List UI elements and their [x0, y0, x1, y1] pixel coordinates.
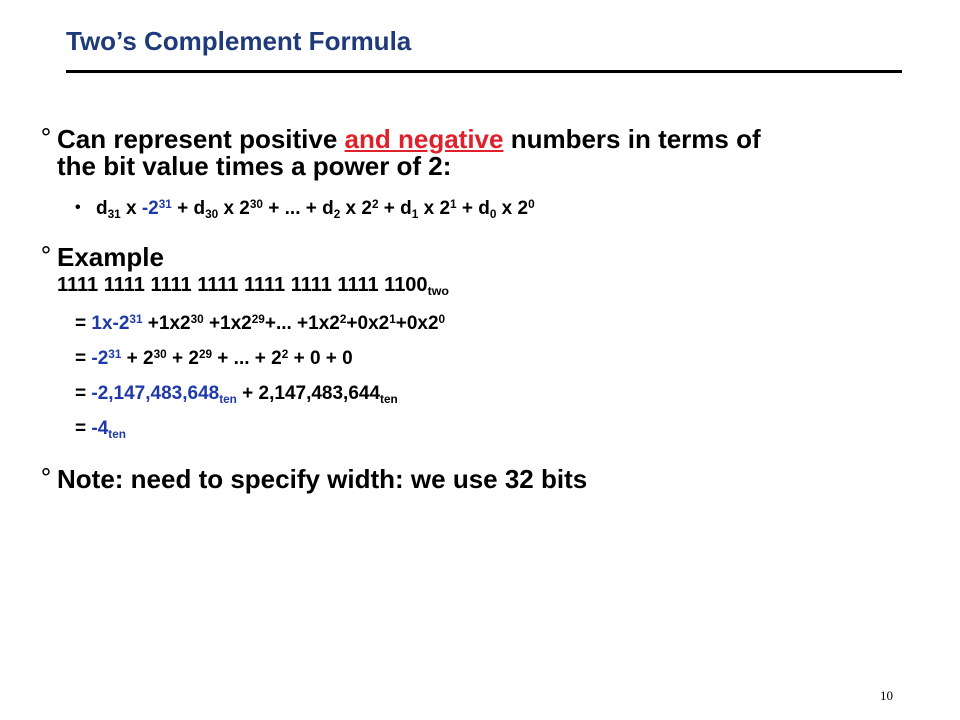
formula-sup: 2 [371, 197, 379, 211]
formula-part: x 2 [496, 198, 529, 219]
formula-sub: 0 [489, 208, 497, 222]
eq-sub: ten [108, 428, 126, 442]
eq-part: + 2,147,483,644 [236, 383, 381, 404]
eq-sup: 2 [281, 347, 289, 361]
equation-line-2 [75, 348, 353, 370]
bullet-icon: ° [40, 242, 52, 270]
slide-title: Two’s Complement Formula [66, 26, 412, 56]
formula-part: x 2 [418, 198, 451, 219]
eq4-result [91, 418, 126, 442]
eq-part: +... +1x2 [264, 313, 340, 334]
eq-part: +1x2 [142, 313, 191, 334]
eq-part: + 0 + 0 [288, 348, 353, 369]
formula-part: -2 [141, 198, 159, 219]
eq-part: + ... + 2 [212, 348, 282, 369]
formula-part: d [96, 198, 108, 219]
formula-sub: 31 [107, 208, 121, 222]
formula-sup: 1 [450, 197, 457, 211]
eq-part: -4 [91, 418, 109, 439]
eq-part: 1x-2 [91, 313, 130, 334]
eq-sup: 31 [108, 347, 122, 361]
equation-line-1 [75, 313, 445, 335]
eq-sup: 30 [190, 312, 204, 326]
formula-part: x 2 [218, 198, 250, 219]
bullet-note: Note: need to specify width: we use 32 bits [57, 464, 588, 494]
equals-sign: = [75, 348, 92, 369]
formula-part: + d [456, 198, 490, 219]
equals-sign: = [75, 313, 92, 334]
formula-sub: 1 [411, 208, 419, 222]
eq-sup: 30 [153, 347, 167, 361]
eq-sub: ten [380, 393, 398, 407]
eq-sub: ten [219, 393, 237, 407]
formula-sub: 2 [333, 208, 341, 222]
formula-sub: 30 [205, 208, 219, 222]
formula-neg [142, 198, 172, 219]
formula-part: x 2 [340, 198, 372, 219]
eq-part: -2,147,483,648 [91, 383, 220, 404]
formula-sup: 31 [158, 197, 172, 211]
example-heading: Example [57, 242, 164, 272]
eq-part: +1x2 [203, 313, 252, 334]
bullet-text-cont: numbers in terms of [503, 124, 761, 154]
eq-part: +0x2 [346, 313, 390, 334]
eq2-neg [91, 348, 121, 369]
eq-sup: 2 [339, 312, 347, 326]
eq-part: +0x2 [395, 313, 439, 334]
page-number: 10 [880, 688, 893, 703]
bullet-text: Can represent positive [57, 124, 345, 154]
formula-part: + ... + d [262, 198, 334, 219]
formula-part: x [120, 198, 142, 219]
equation-line-4 [75, 418, 126, 440]
equals-sign: = [75, 383, 92, 404]
sub-bullet-icon: • [75, 199, 81, 216]
title-divider [66, 70, 902, 73]
binary-value: 1111 1111 1111 1111 1111 1111 1111 1100 [57, 274, 428, 296]
bullet-icon: ° [40, 124, 52, 152]
binary-base: two [427, 284, 449, 299]
formula-line [96, 198, 535, 220]
eq3-neg [91, 383, 237, 407]
eq-part: + 2 [166, 348, 199, 369]
formula-sup: 30 [249, 197, 263, 211]
formula-sup: 0 [528, 197, 535, 211]
eq-sup: 29 [251, 312, 265, 326]
bullet-text-line2: the bit value times a power of 2: [57, 151, 452, 181]
bullet-icon: ° [40, 464, 52, 492]
eq-sup: 1 [389, 312, 396, 326]
equals-sign: = [75, 418, 92, 439]
eq-part: -2 [91, 348, 109, 369]
highlight-and-negative: and negative [344, 124, 504, 154]
eq1-body [91, 313, 142, 334]
bullet-can-represent [57, 126, 761, 180]
formula-part: + d [171, 198, 206, 219]
eq-part: + 2 [121, 348, 154, 369]
eq-sup: 0 [438, 312, 446, 326]
equation-line-3 [75, 383, 398, 405]
example-binary [57, 272, 449, 299]
eq-sup: 31 [129, 312, 143, 326]
formula-part: + d [378, 198, 412, 219]
eq-sup: 29 [198, 347, 213, 361]
